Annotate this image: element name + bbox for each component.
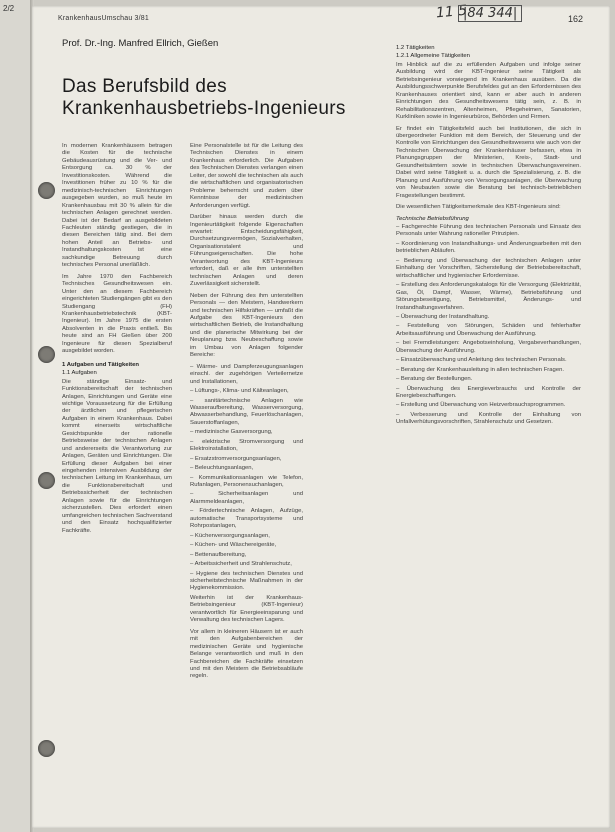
list-item: – Fördertechnische Anlagen, Aufzüge, automatische Transportsysteme und Rohrpostanlagen, <box>190 508 303 530</box>
list-item: – Beleuchtungsanlagen, <box>190 465 303 472</box>
section-heading: 1.2 Tätigkeiten <box>396 45 435 51</box>
subsection-heading: 1.1 Aufgaben <box>62 370 97 377</box>
column-2 <box>190 143 303 685</box>
punch-hole-icon <box>38 740 55 757</box>
article-title <box>62 76 346 120</box>
list-item: – Beratung der Bestellungen. <box>396 376 581 383</box>
list-item: – Überwachung des Energieverbrauchs und Kontrolle der Energiebeschaffungen. <box>396 386 581 401</box>
body-paragraph: Die ständige Einsatz- und Funktionsbereitschaft der technischen Anlagen, Einrichtungen und Geräte eine wichtige Voraussetzung für die Erfüllung der ärztlichen und pflegerischen Aufgaben in einem Krankenhaus. Dabei kommt einerseits wirtschaftliche Gesichtspunkte der rationelle Betriebsweise der technischen Anlagen und andererseits die Verantwortung zur Anlagen, Geräten und Einrichtungen. Die Erfüllung dieser Aufgaben bei einer eingehenden intensiven Ausbildung der technischen Leitung im Krankenhaus, um die Funktionsbereitschaft und Betriebssicherheit der technischen Anlagen sowie für die Einrichtungen sicherzustellen. Dies erfordert einen umfangreichen technischen Sachverstand und den Einsatz hochqualifizierter Fachkräfte. <box>62 378 172 534</box>
list-item: – sanitärtechnische Anlagen wie Wasseraufbereitung, Wasserversorgung, Abwasserbehandlung, Feuerlöschanlagen, Sauerstoffanlagen, <box>190 398 303 428</box>
paragraph: Im Hinblick auf die zu erfüllenden Aufgaben und infolge seiner Ausbildung wird der KBT-Ingenieur seine Tätigkeit als Betriebsingenieur vorwiegend im Krankenhaus ausüben. Da die Ausbildungsschwerpunkte Berufsfeldes gut an den Erfordernissen des Krankenhauses orientiert sind, kann er aber auch in anderen Einrichtungen des Gesundheitswesens tätig sein, z. B. in Rehabilitationszentren, Altenheimen, Pflegeheimen, Sanatorien, Kurkliniken sowie in Ingenieurbüros, Behörden und Firmen. <box>396 61 581 121</box>
list-item: – Erstellung des Anforderungskatalogs für die Versorgung (Elektrizität, Gas, Öl, Dampf, Wasser, Wärme), Betriebsführung und Störungsbeseitigung, Betriebsmittel, Änderungs- und Instandhaltungsverfahren. <box>396 282 581 312</box>
list-item: – elektrische Stromversorgung und Elektroinstallation, <box>190 439 303 454</box>
handwritten-note: 11 5 <box>435 2 468 22</box>
paragraph: Er findet ein Tätigkeitsfeld auch bei Institutionen, die sich in übergeordneter Funktion mit dem Bereich, der Steuerung und der Kontrolle von Einrichtungen des Gesundheitswesens wie auch von der Technischen Überwachung der Krankenhäuser befassen, etwa in Planungsgruppen der Ministerien, Kreis-, Stadt- und Gesundheitsämtern sowie in technischen Überwachungsvereinen. Dabei wird seine Tätigkeit u. a. durch die Spezialisierung, z. B. die Planung und Ausführung von Versorgungsanlagen, die Überwachung von Neubauten sowie die Beratung bei technisch-betrieblichen Fragestellungen bestimmt. <box>396 125 581 199</box>
adjacent-page-edge <box>0 0 31 832</box>
punch-hole-icon <box>38 182 55 199</box>
list-item: – bei Fremdleistungen: Angebotseinholung, Vergabeverhandlungen, Überwachung der Ausführung. <box>396 340 581 355</box>
punch-hole-icon <box>38 346 55 363</box>
list-item: – Hygiene des technischen Dienstes und sicherheitstechnische Maßnahmen in der Hygienekommission. <box>190 571 303 593</box>
list-item: – Koordinierung von Instandhaltungs- und Änderungsarbeiten mit den betrieblichen Abläufen. <box>396 241 581 256</box>
list-item: – Bettenaufbereitung, <box>190 552 303 559</box>
margin-number: 2/2 <box>3 4 15 13</box>
list-item: – Lüftungs-, Klima- und Kälteanlagen, <box>190 388 303 395</box>
column-3 <box>396 45 581 429</box>
list-item: – Arbeitssicherheit und Strahlenschutz, <box>190 561 303 568</box>
list-item: – Küchen- und Wäschereigeräte, <box>190 542 303 549</box>
list-item: – Verbesserung und Kontrolle der Einhaltung von Unfallverhütungsvorschriften, Strahlenschutz und Gesetzen. <box>396 412 581 427</box>
paragraph: Darüber hinaus werden durch die Ingenieurtätigkeit folgende Eigenschaften erwartet: Entscheidungsfähigkeit, Durchsetzungsvermögen, Sozialverhalten, Organisationstalent und Führungseigenschaften. Die hohe Verantwortung des KBT-Ingenieurs erfordert, daß er alle ihm unterstellten technischen Anlagen und deren Zuverlässigkeit sicherstellt. <box>190 214 303 288</box>
section-heading: 1 Aufgaben und Tätigkeiten <box>62 361 140 368</box>
paragraph: Neben der Führung des ihm unterstellten Personals — den Meistern, Handwerkern und technischen Hilfskräften — umfaßt die Aufgabe des KBT-Ingenieurs den wirtschaftlichen Betrieb, die Instandhaltung und die planerische Mitwirkung bei der Neuplanung bzw. Neubeschaffung sowie im Umbau von Anlagen folgender Bereiche: <box>190 292 303 359</box>
list-item: – Einsatzüberwachung und Anleitung des technischen Personals. <box>396 357 581 364</box>
column-1 <box>62 143 172 539</box>
facility-list <box>190 364 303 593</box>
list-item: – Kommunikationsanlagen wie Telefon, Rufanlagen, Personensuchanlagen, <box>190 475 303 490</box>
handwritten-stamp: |84 344| <box>458 5 522 22</box>
title-line-1: Das Berufsbild des <box>62 76 227 97</box>
list-item: – Beratung der Krankenhausleitung in allen technischen Fragen. <box>396 367 581 374</box>
subsection-heading: 1.2.1 Allgemeine Tätigkeiten <box>396 53 470 60</box>
list-item: – Ersatzstromversorgungsanlagen, <box>190 456 303 463</box>
list-item: – Küchenversorgungsanlagen, <box>190 533 303 540</box>
page-number: 162 <box>567 14 583 24</box>
list-item: – medizinische Gasversorgung, <box>190 429 303 436</box>
list-item: – Feststellung von Störungen, Schäden und fehlerhafter Arbeitsausführung und Überwachung der Ausführung. <box>396 323 581 338</box>
punch-hole-icon <box>38 472 55 489</box>
journal-name: KrankenhausUmschau 3/81 <box>58 15 149 22</box>
list-item: – Fachgerechte Führung des technischen Personals und Einsatz des Personals unter Wahrung rationeller Prinzipien. <box>396 224 581 239</box>
paragraph: Eine Personalstelle ist für die Leitung des Technischen Dienstes in einem Krankenhaus erforderlich. Die Aufgaben des Technischen Dienstes verlangen einen Leiter, der sowohl die technischen als auch die wirtschaftlichen und organisatorischen Probleme beherrscht und zudem über Kenntnisse der medizinischen Anforderungen verfügt. <box>190 143 303 209</box>
paragraph: Vor allem in kleineren Häusern ist er auch mit den Aufgabenbereichen der medizinischen Geräte und hygienische Belange verantwortlich und muß in den Fachbereichen die Fachkräfte einsetzen und mit den Meistern die Betriebsabläufe regeln. <box>190 628 303 680</box>
intro-paragraph: In modernen Krankenhäusern betragen die Kosten für die technische Gebäudeausrüstung und die Ver- und Entsorgung ca. 30 % der Investitionskosten. Während die Investitionen früher zu 10 % für die medizinisch-technischen Einrichtungen ausgegeben wurden, so muß heute im Krankenhausbau mit 30 % allein für die technischen Anlagen gerechnet werden. Dabei ist der Bedarf an ausgebildeten Fachleuten ständig gestiegen, die in diesen Bereichen tätig sind. Bei dem hohen Anteil an Betriebs- und Instandhaltungskosten ist eine sachkundige Betreuung durch technisches Personal unerläßlich. <box>62 143 172 269</box>
list-item: – Erstellung und Überwachung von Heizverbrauchsprogrammen. <box>396 402 581 409</box>
list-heading: Technische Betriebsführung <box>396 215 469 222</box>
article-author: Prof. Dr.-Ing. Manfred Ellrich, Gießen <box>62 38 219 49</box>
list-item: – Bedienung und Überwachung der technischen Anlagen unter Einhaltung der Vorschriften, Sicherstellung der Betriebsbereitschaft, wirtschaftlicher und hygienischer Erfordernisse. <box>396 258 581 280</box>
paragraph: Weiterhin ist der Krankenhaus-Betriebsingenieur (KBT-Ingenieur) verantwortlich für Energieeinsparung und Verwaltung des technischen Lagers. <box>190 594 303 624</box>
list-item: – Überwachung der Instandhaltung. <box>396 314 581 321</box>
list-item: – Wärme- und Dampferzeugungsanlagen einschl. der zugehörigen Verteilernetze und Installationen, <box>190 364 303 386</box>
task-list <box>396 224 581 427</box>
title-line-2: Krankenhausbetriebs-Ingenieurs <box>62 98 346 119</box>
history-paragraph: Im Jahre 1970 den Fachbereich Technisches Gesundheitswesen ein. Unter den an diesem Fachbereich eingerichteten Studiengängen gibt es den Studiengang (FH) Krankenhausbetriebstechnik (KBT-Ingenieur). Im Jahre 1975 die ersten Absolventen in die Praxis entließ. Bis heute sind an FH Gießen über 200 Ingenieure für diesen Spezialberuf ausgebildet worden. <box>62 273 172 355</box>
list-item: – Sicherheitsanlagen und Alarmmeldeanlagen, <box>190 491 303 506</box>
paragraph: Die wesentlichen Tätigkeitsmerkmale des KBT-Ingenieurs sind: <box>396 204 561 211</box>
